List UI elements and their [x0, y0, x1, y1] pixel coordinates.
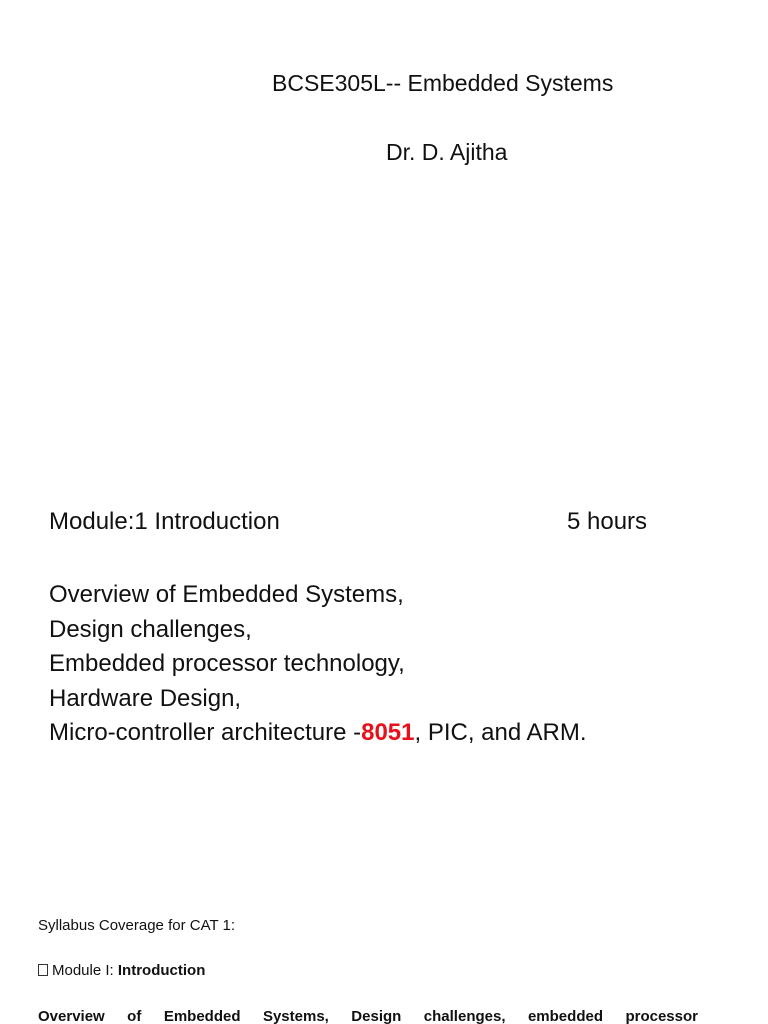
topic-item-architecture: [49, 716, 587, 751]
missing-glyph-icon: [38, 964, 48, 976]
syllabus-coverage-label: Syllabus Coverage for CAT 1:: [38, 917, 236, 934]
instructor-name: Dr. D. Ajitha: [386, 139, 508, 165]
module-name: Introduction: [117, 962, 206, 979]
topic-item: Design challenges,: [49, 615, 252, 643]
module-hours: 5 hours: [567, 508, 648, 535]
module-prefix: Module I:: [52, 962, 118, 979]
topic-item: Hardware Design,: [49, 684, 242, 712]
module-topic-list: [49, 578, 587, 751]
module-heading: [49, 508, 689, 536]
syllabus-topics-line: Overview of Embedded Systems, Design challenges, embedded processor: [38, 1008, 698, 1024]
topic-item: Embedded processor technology,: [49, 650, 405, 677]
topic-item: Overview of Embedded Systems,: [49, 581, 404, 608]
highlighted-microcontroller: 8051: [361, 719, 415, 746]
topic-suffix: , PIC, and ARM.: [414, 719, 587, 746]
topic-prefix: Micro-controller architecture -: [49, 719, 362, 746]
module-title: Module:1 Introduction: [49, 508, 280, 535]
syllabus-module-line: [38, 962, 205, 979]
course-title: BCSE305L-- Embedded Systems: [272, 70, 614, 96]
